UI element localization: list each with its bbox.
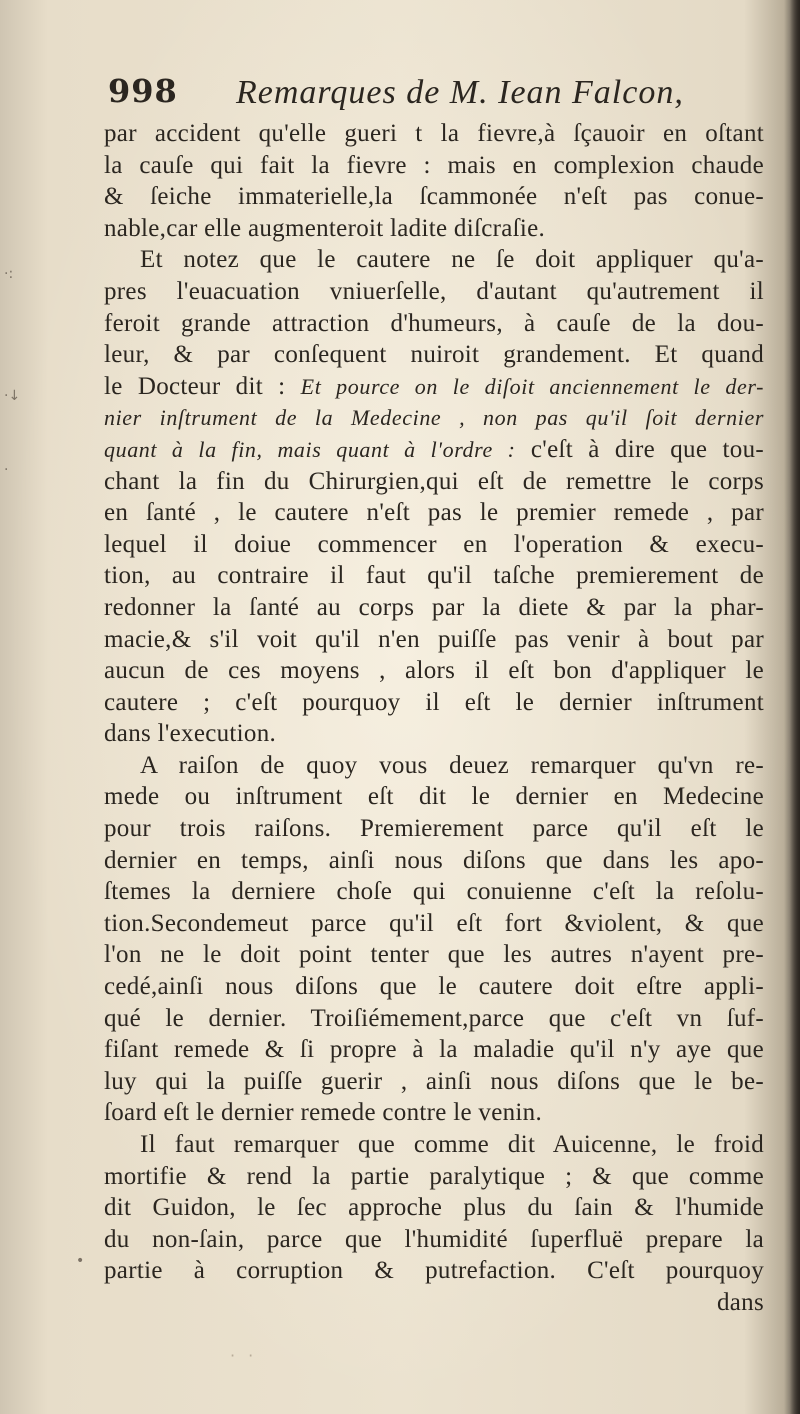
text-line: [104, 655, 764, 687]
margin-mark: ·↓: [4, 388, 21, 404]
text-line-content: dernier en temps, ainſi nous diſons que dans les apo-: [104, 846, 764, 874]
text-line: [104, 781, 764, 813]
text-line: [104, 1161, 764, 1193]
text-line-content: l'on ne le doit point tenter que les autres n'ayent pre-: [104, 941, 764, 969]
text-line-content: Il faut remarquer que comme dit Auicenne, le froid: [140, 1131, 764, 1158]
text-line: [104, 371, 764, 403]
text-line-content: par accident qu'elle gueri t la fievre,à ſçauoir en oſtant: [104, 120, 764, 147]
text-line-content: chant la fin du Chirurgien,qui eſt de remettre le corps: [104, 467, 764, 495]
text-line-content: tion, au contraire il faut qu'il taſche premierement de: [104, 562, 764, 590]
text-line: [104, 687, 764, 719]
text-line-content: fiſant remede & ſi propre à la maladie qu'il n'y aye que: [104, 1036, 764, 1064]
text-line-content: en ſanté , le cautere n'eſt pas le premier remede , par: [104, 499, 764, 527]
text-line: [104, 908, 764, 940]
text-line-content: ſoard eſt le dernier remede contre le venin.: [104, 1099, 542, 1127]
bleed-through-smudge: · ·: [230, 1346, 258, 1365]
text-line-content: cedé,ainſi nous diſons que le cautere doit eſtre appli-: [104, 973, 764, 1001]
text-line: [104, 466, 764, 498]
catchword-text: dans: [716, 1288, 764, 1316]
text-line: [104, 813, 764, 845]
text-line: [104, 939, 764, 971]
paragraph-start: [104, 750, 764, 782]
text-line-content: & ſeiche immaterielle,la ſcammonée n'eſt pas conue-: [104, 183, 764, 211]
italic-quotation: quant à la fin, mais quant à l'ordre :: [104, 436, 516, 462]
text-line: [104, 118, 764, 150]
text-line-content: tion.Secondemeut parce qu'il eſt fort &violent, & que: [104, 909, 764, 937]
page-number: 998: [108, 72, 178, 110]
text-line: [104, 718, 764, 750]
text-line-content: dans l'execution.: [104, 720, 277, 748]
text-line: [104, 529, 764, 561]
text-line-content: aucun de ces moyens , alors il eſt bon d'appliquer le: [104, 657, 764, 685]
text-line: [104, 1224, 764, 1256]
text-line: [104, 276, 764, 308]
text-line-content: le Docteur dit :: [104, 372, 301, 400]
paragraph-start: [104, 244, 764, 276]
text-line-content: pour trois raiſons. Premierement parce qu'il eſt le: [104, 815, 764, 843]
text-line: [104, 1066, 764, 1098]
italic-quotation: nier inſtrument de la Medecine , non pas qu'il ſoit dernier: [104, 405, 764, 431]
page-edge-shadow: [790, 0, 800, 1414]
text-line: [104, 1097, 764, 1129]
text-line: [104, 1034, 764, 1066]
text-line-content: mortifie & rend la partie paralytique ; & que comme: [104, 1162, 764, 1190]
text-line-content: nable,car elle augmenteroit ladite diſcraſie.: [104, 214, 546, 242]
text-line: [104, 876, 764, 908]
text-line: [104, 1192, 764, 1224]
text-line-content: partie à corruption & putrefaction. C'eſt pourquoy: [104, 1257, 764, 1285]
text-line: [104, 339, 764, 371]
text-line-content: c'eſt à dire que tou-: [515, 435, 764, 463]
margin-dot: •: [76, 1253, 85, 1269]
text-line: [104, 971, 764, 1003]
text-line: [104, 1003, 764, 1035]
text-line: [104, 845, 764, 877]
text-line: [104, 181, 764, 213]
margin-mark: ·: [4, 462, 9, 478]
page-header: [108, 72, 768, 122]
text-line-content: feroit grande attraction d'humeurs, à cauſe de la dou-: [104, 309, 764, 337]
text-line-content: mede ou inſtrument eſt dit le dernier en Medecine: [104, 783, 764, 811]
paragraph-start: [104, 1129, 764, 1161]
running-head: Remarques de M. Iean Falcon,: [236, 74, 684, 111]
text-line-content: cautere ; c'eſt pourquoy il eſt le dernier inſtrument: [104, 688, 764, 716]
text-line-content: luy qui la puiſſe guerir , ainſi nous diſons que le be-: [104, 1067, 764, 1095]
text-line-content: du non-ſain, parce que l'humidité ſuperfluë prepare la: [104, 1225, 764, 1253]
text-line: [104, 560, 764, 592]
text-line-content: A raiſon de quoy vous deuez remarquer qu'vn re-: [140, 751, 764, 779]
text-line-content: dit Guidon, le ſec approche plus du ſain & l'humide: [104, 1194, 764, 1222]
italic-quotation: Et pource on le diſoit anciennement le der-: [300, 373, 765, 399]
text-line-content: redonner la ſanté au corps par la diete & par la phar-: [104, 593, 764, 621]
text-line-content: lequel il doiue commencer en l'operation & execu-: [104, 530, 764, 558]
body-text: [104, 118, 764, 1319]
text-line: [104, 402, 764, 434]
text-line: [104, 434, 764, 466]
text-line-content: pres l'euacuation vniuerſelle, d'autant qu'autrement il: [104, 277, 764, 305]
text-line: [104, 624, 764, 656]
catchword: [104, 1287, 764, 1319]
margin-mark: ·:: [4, 266, 14, 282]
text-line: [104, 308, 764, 340]
text-line-content: Et notez que le cautere ne ſe doit appliquer qu'a-: [140, 246, 764, 274]
text-line: [104, 213, 764, 245]
text-line: [104, 497, 764, 529]
text-line-content: ſtemes la derniere choſe qui conuienne c'eſt la reſolu-: [104, 878, 764, 906]
text-line-content: macie,& s'il voit qu'il n'en puiſſe pas venir à bout par: [104, 625, 764, 653]
text-line-content: leur, & par conſequent nuiroit grandement. Et quand: [104, 341, 764, 369]
text-line-content: qué le dernier. Troiſiémement,parce que c'eſt vn ſuf-: [104, 1004, 764, 1032]
text-line: [104, 150, 764, 182]
text-line-content: la cauſe qui fait la fievre : mais en complexion chaude: [104, 151, 764, 179]
text-line: [104, 1255, 764, 1287]
text-line: [104, 592, 764, 624]
